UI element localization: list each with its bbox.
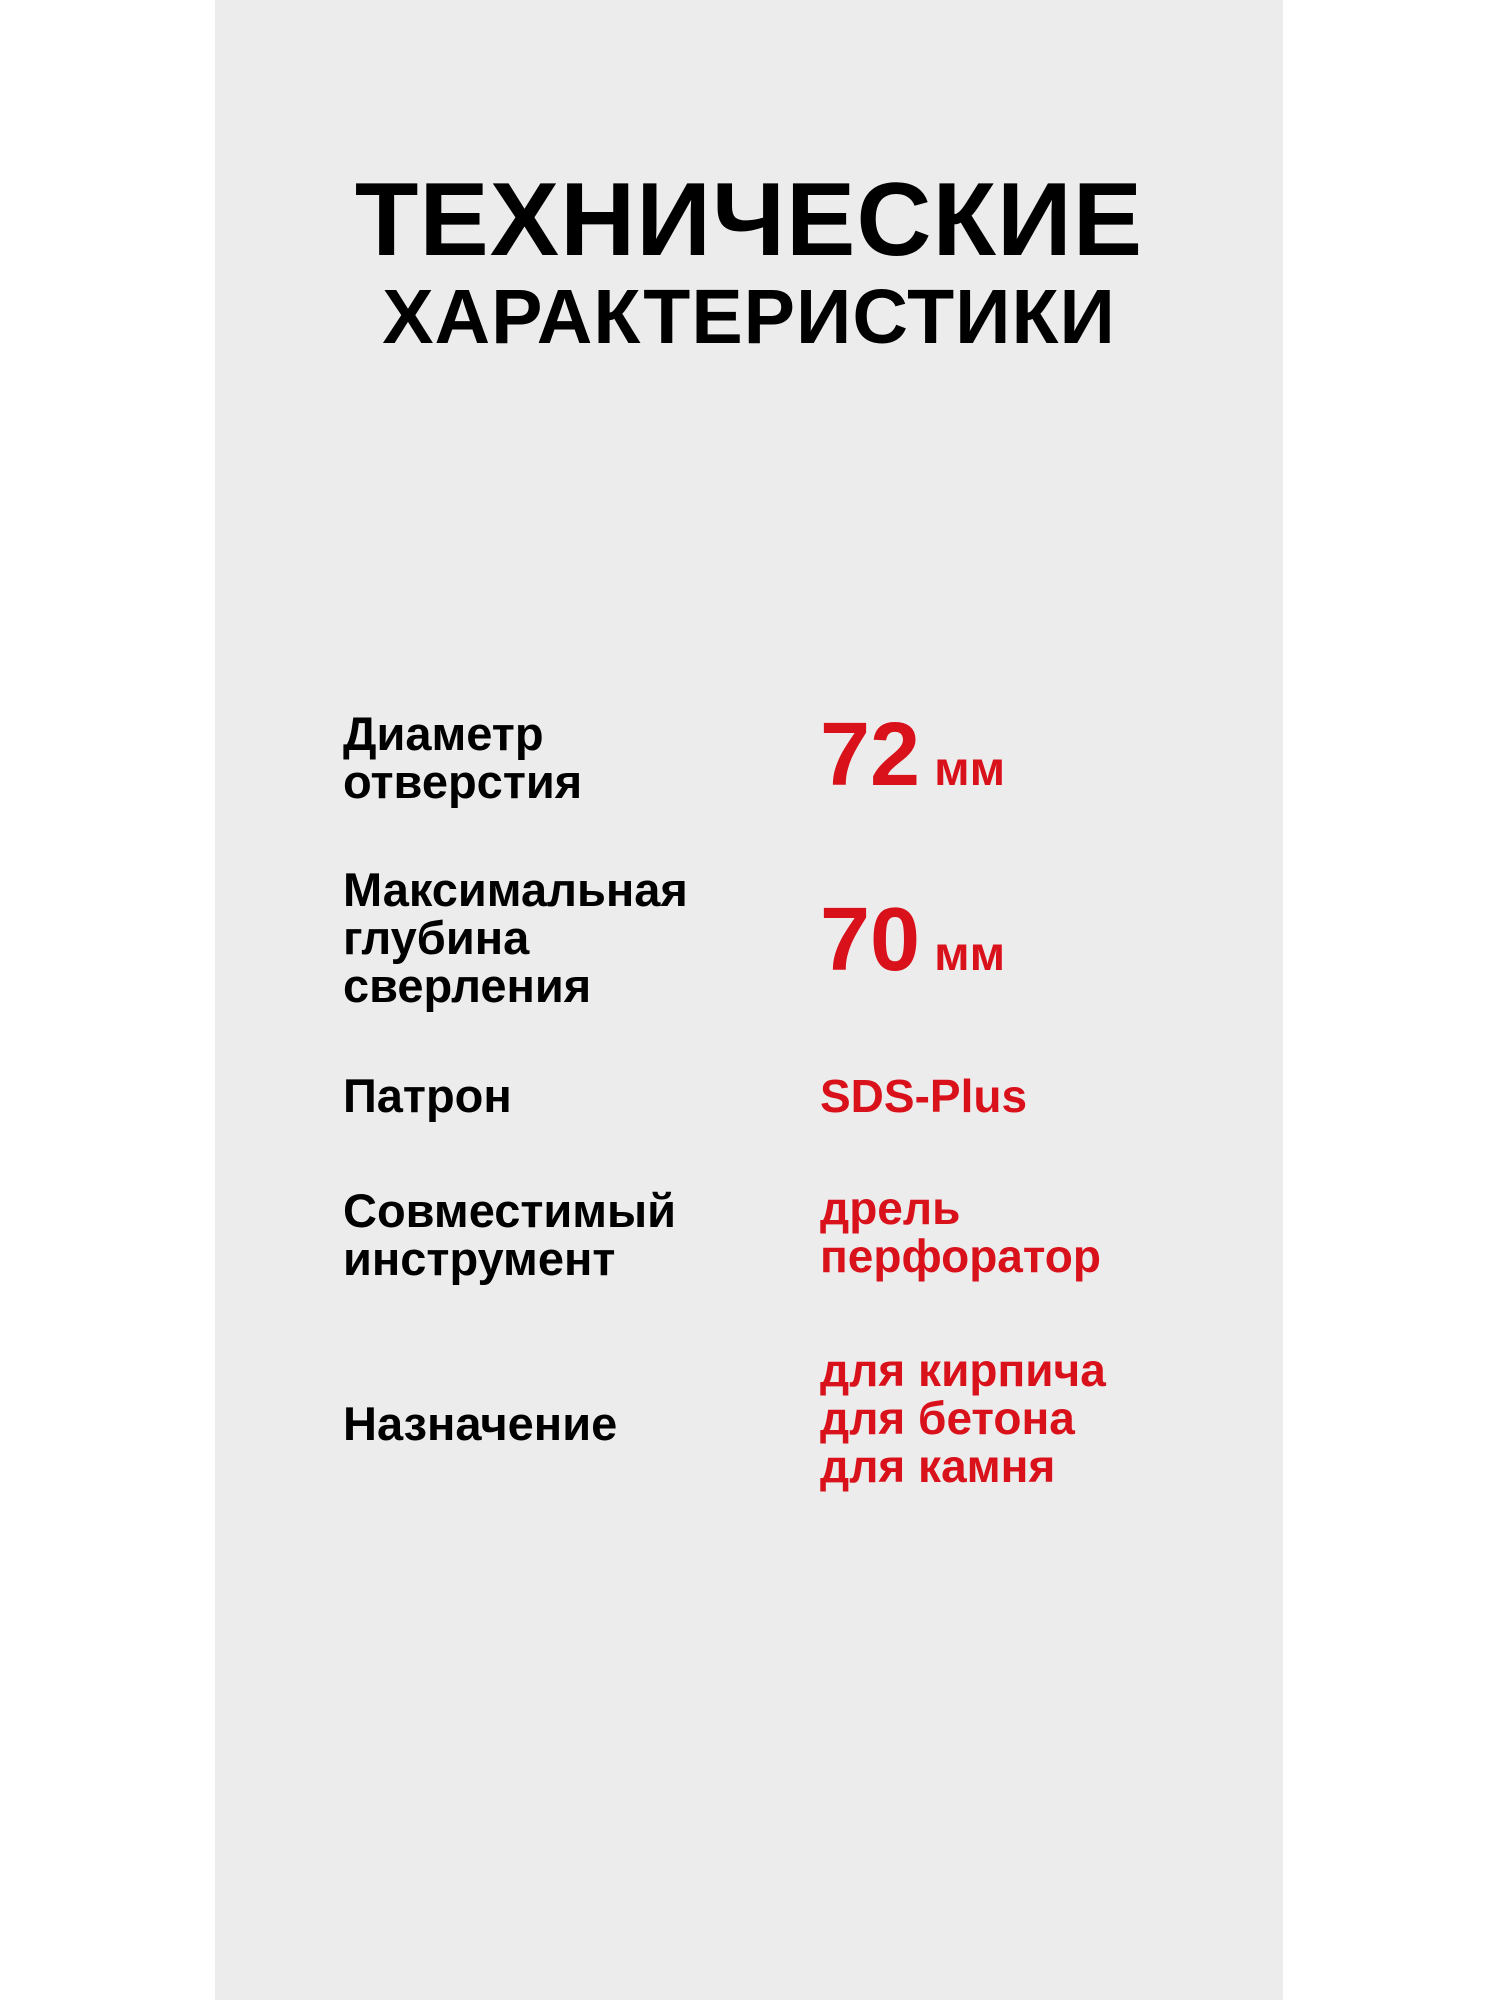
spec-value-depth bbox=[820, 890, 1280, 990]
spec-value-unit: мм bbox=[934, 928, 1006, 981]
spec-label-line: отверстия bbox=[343, 755, 583, 808]
spec-label-line: инструмент bbox=[343, 1232, 616, 1285]
spec-label-line: Патрон bbox=[343, 1069, 512, 1122]
page-title-line2: ХАРАКТЕРИСТИКИ bbox=[382, 274, 1116, 360]
spec-label-line: Назначение bbox=[343, 1397, 618, 1450]
spec-value-purpose bbox=[820, 1346, 1280, 1490]
spec-label-line: Совместимый bbox=[343, 1184, 677, 1237]
spec-value-unit: мм bbox=[934, 743, 1006, 796]
spec-value-number: 72 bbox=[820, 705, 921, 805]
spec-value-diameter bbox=[820, 705, 1280, 805]
spec-value-compatible-tool bbox=[820, 1184, 1280, 1280]
spec-label-chuck bbox=[343, 1069, 783, 1122]
spec-label-diameter bbox=[343, 707, 783, 808]
spec-label-line: глубина bbox=[343, 911, 530, 964]
spec-label-compatible-tool bbox=[343, 1184, 783, 1285]
spec-value-line: для кирпича bbox=[820, 1344, 1106, 1396]
spec-value-number: 70 bbox=[820, 890, 921, 990]
spec-value-chuck bbox=[820, 1072, 1280, 1120]
spec-value-line: дрель bbox=[820, 1182, 961, 1234]
spec-label-line: сверления bbox=[343, 959, 592, 1012]
spec-label-purpose bbox=[343, 1397, 783, 1450]
spec-label-line: Диаметр bbox=[343, 707, 544, 760]
spec-card bbox=[215, 0, 1283, 2000]
spec-value-line: SDS-Plus bbox=[820, 1070, 1028, 1122]
page-title-line1: ТЕХНИЧЕСКИЕ bbox=[354, 162, 1144, 278]
spec-value-line: перфоратор bbox=[820, 1230, 1102, 1282]
spec-value-line: для бетона bbox=[820, 1392, 1075, 1444]
spec-label-line: Максимальная bbox=[343, 863, 688, 916]
spec-value-line: для камня bbox=[820, 1440, 1056, 1492]
spec-label-depth bbox=[343, 863, 783, 1012]
